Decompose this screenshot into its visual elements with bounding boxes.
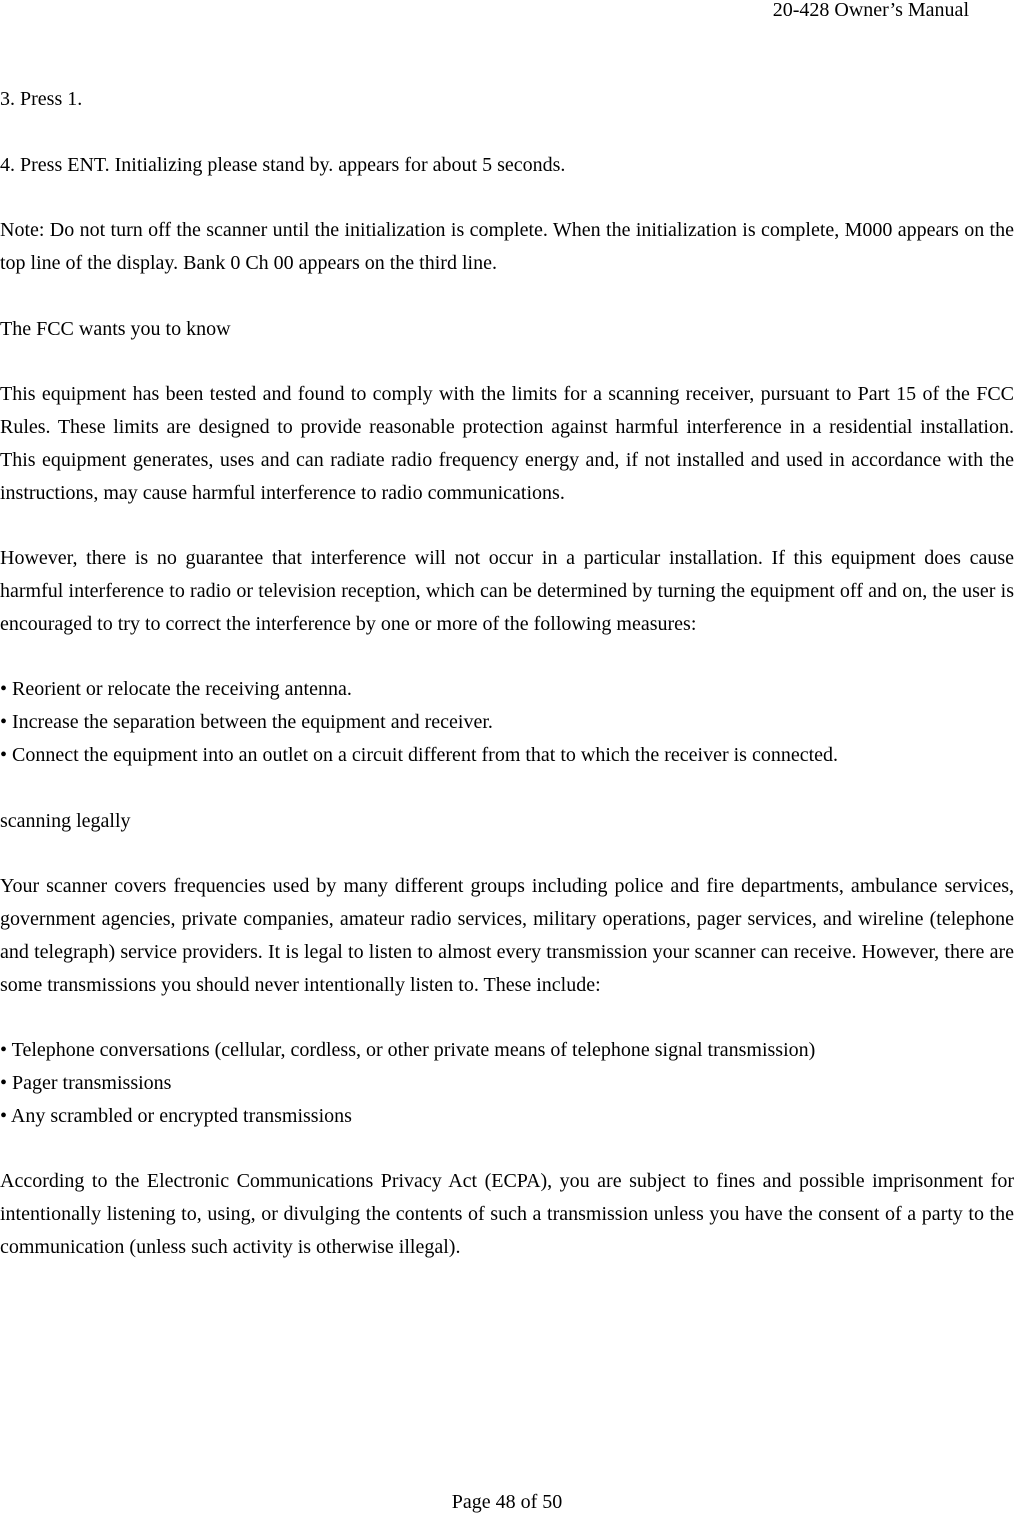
scanning-paragraph: Your scanner covers frequencies used by many different groups including police and fire departments, ambulance services, government agencies, private companies, amateur radio services, military operations, pager services, and wireline (telephone and telegraph) service providers. It is legal to listen to almost every transmission your scanner can receive. However, there are some transmissions you should never intentionally listen to. These include: xyxy=(0,875,1014,996)
fcc-paragraph-1: This equipment has been tested and found to comply with the limits for a scanning receiver, pursuant to Part 15 of the FCC Rules. These limits are designed to provide reasonable protection against harmful interference in a residential installation. This equipment generates, uses and can radiate radio frequency energy and, if not installed and used in accordance with the instructions, may cause harmful interference to radio communications. xyxy=(0,383,1014,504)
fcc-heading: The FCC wants you to know xyxy=(0,317,231,340)
list-item: • Pager transmissions xyxy=(0,1071,172,1094)
page-number: Page 48 of 50 xyxy=(451,1491,563,1513)
step-3: 3. Press 1. xyxy=(0,88,83,110)
step-4: 4. Press ENT. Initializing please stand by. appears for about 5 seconds. xyxy=(0,153,566,176)
initialization-note: Note: Do not turn off the scanner until the initialization is complete. When the initialization is complete, M000 appears on the top line of the display. Bank 0 Ch 00 appears on the third line. xyxy=(0,219,1014,274)
fcc-paragraph-2: However, there is no guarantee that interference will not occur in a particular installation. If this equipment does cause harmful interference to radio or television reception, which can be determined by turning the equipment off and on, the user is encouraged to try to correct the interference by one or more of the following measures: xyxy=(0,547,1014,635)
list-item: • Reorient or relocate the receiving antenna. xyxy=(0,678,352,701)
list-item: • Telephone conversations (cellular, cordless, or other private means of telephone signal transmission) xyxy=(0,1039,816,1062)
list-item: • Increase the separation between the equipment and receiver. xyxy=(0,711,493,734)
fcc-measures-list xyxy=(0,673,1014,771)
scanning-heading: scanning legally xyxy=(0,809,131,832)
page-header: 20-428 Owner’s Manual xyxy=(772,0,969,21)
scanning-restrictions-list xyxy=(0,1034,1014,1132)
document-body xyxy=(0,83,1014,1264)
ecpa-paragraph: According to the Electronic Communications Privacy Act (ECPA), you are subject to fines and possible imprisonment for intentionally listening to, using, or divulging the contents of such a transmission unless you have the consent of a party to the communication (unless such activity is otherwise illegal). xyxy=(0,1170,1014,1258)
list-item: • Connect the equipment into an outlet on a circuit different from that to which the receiver is connected. xyxy=(0,743,839,766)
list-item: • Any scrambled or encrypted transmissions xyxy=(0,1104,352,1127)
